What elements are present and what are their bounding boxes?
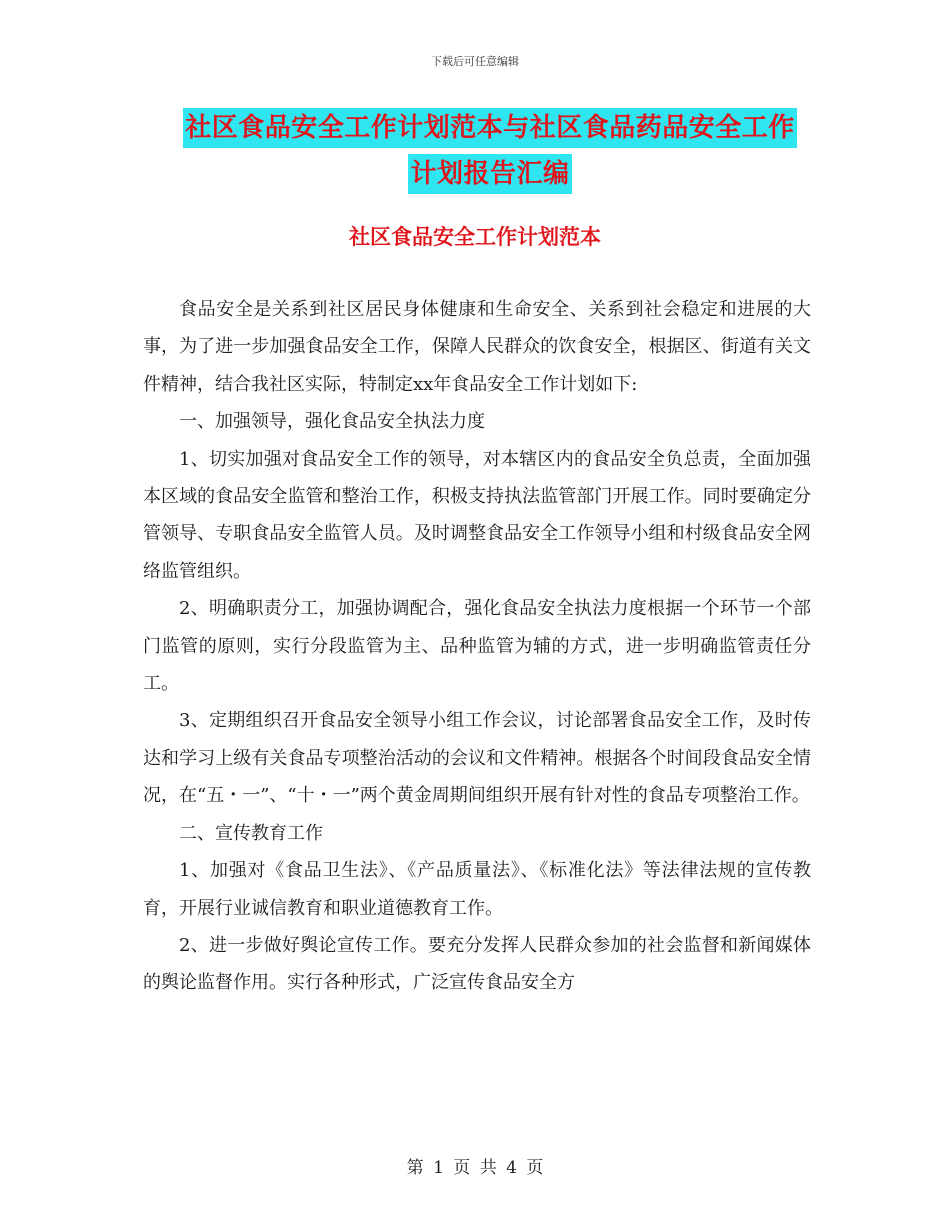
paragraph-item: 1、切实加强对食品安全工作的领导，对本辖区内的食品安全负总责，全面加强本区域的食品安全监管和整治工作，积极支持执法监管部门开展工作。同时要确定分管领导、专职食品安全监管人员。及时调整食品安全工作领导小组和村级食品安全网络监管组织。: [143, 448, 811, 582]
paragraph-item: 3、定期组织召开食品安全领导小组工作会议，讨论部署食品安全工作，及时传达和学习上级有关食品专项整治活动的会议和文件精神。根据各个时间段食品安全情况，在“五・一”、“十・一”两个黄金周期间组织开展有针对性的食品专项整治工作。: [143, 710, 811, 807]
title-line-1: 社区食品安全工作计划范本与社区食品药品安全工作: [183, 108, 797, 148]
page-footer: 第 1 页 共 4 页: [406, 1158, 544, 1178]
paragraph-heading-2: 二、宣传教育工作: [179, 822, 323, 844]
paragraph-item: 2、进一步做好舆论宣传工作。要充分发挥人民群众参加的社会监督和新闻媒体的舆论监督作用。实行各种形式，广泛宣传食品安全方: [143, 934, 811, 994]
header-note: 下载后可任意编辑: [431, 55, 519, 68]
paragraph-item: 2、明确职责分工，加强协调配合，强化食品安全执法力度根据一个环节一个部门监管的原则，实行分段监管为主、品种监管为辅的方式，进一步明确监管责任分工。: [143, 598, 811, 695]
paragraph-heading-1: 一、加强领导，强化食品安全执法力度: [179, 411, 485, 433]
document-title: [140, 108, 840, 200]
paragraph-intro: 食品安全是关系到社区居民身体健康和生命安全、关系到社会稳定和进展的大事，为了进一步加强食品安全工作，保障人民群众的饮食安全，根据区、街道有关文件精神，结合我社区实际，特制定xx年食品安全工作计划如下:: [143, 299, 811, 395]
body-text: [143, 291, 811, 1002]
title-line-2: 计划报告汇编: [408, 154, 571, 194]
section-heading: 社区食品安全工作计划范本: [349, 224, 601, 249]
paragraph-item: 1、加强对《食品卫生法》、《产品质量法》、《标准化法》等法律法规的宣传教育，开展行业诚信教育和职业道德教育工作。: [143, 860, 811, 919]
